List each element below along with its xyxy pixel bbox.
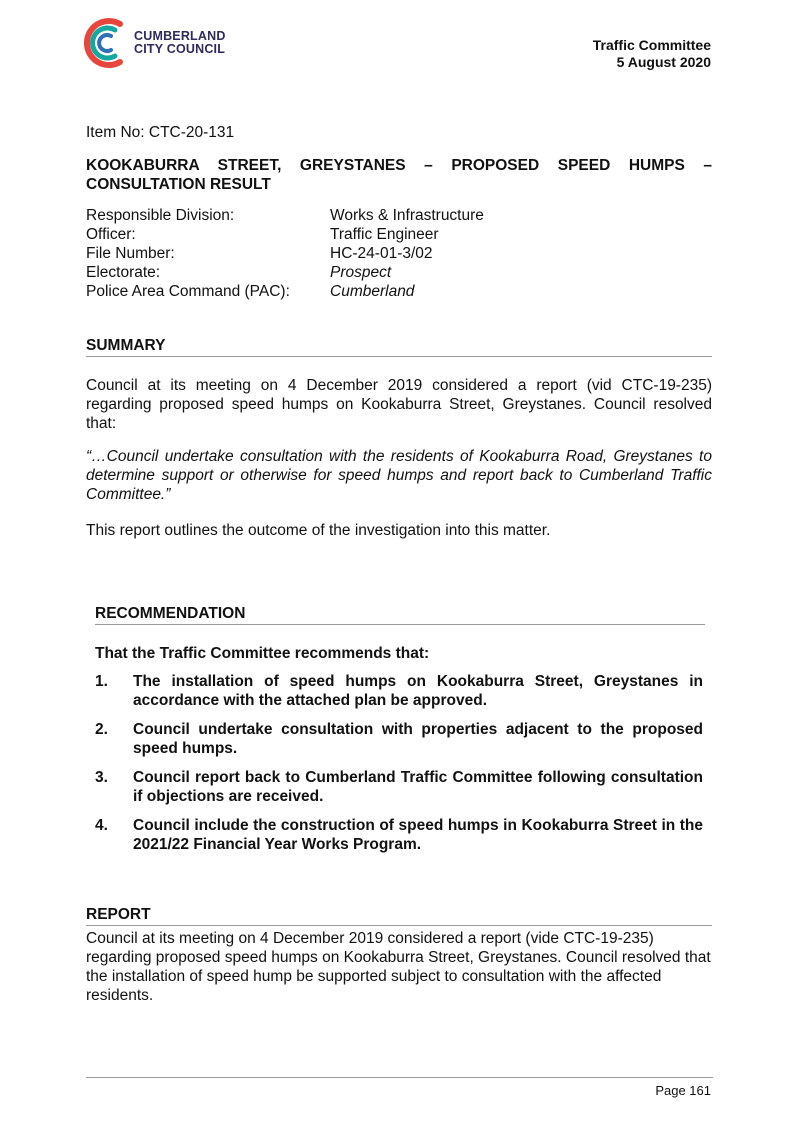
cumberland-logo (78, 14, 226, 72)
logo-text (134, 30, 226, 56)
meta-label: Officer: (86, 226, 136, 243)
cumberland-c-logo-icon (78, 14, 128, 72)
list-item-number: 4. (95, 817, 108, 834)
summary-outcome: This report outlines the outcome of the investigation into this matter. (86, 522, 551, 539)
meta-label: File Number: (86, 245, 175, 262)
meta-value: Cumberland (330, 283, 415, 300)
logo-line-1: CUMBERLAND (134, 29, 226, 43)
list-item-text: The installation of speed humps on Kookaburra Street, Greystanes in accordance with the attached plan be approved. (133, 673, 703, 709)
summary-quote: “…Council undertake consultation with the residents of Kookaburra Road, Greystanes to determine support or otherwise for speed humps and report back to Cumberland Traffic Committee.” (86, 448, 712, 503)
footer-divider (86, 1077, 713, 1078)
meta-label: Police Area Command (PAC): (86, 283, 290, 300)
meta-value: Prospect (330, 264, 392, 281)
list-item-number: 3. (95, 769, 108, 786)
list-item (95, 720, 703, 758)
logo-line-2: CITY COUNCIL (134, 42, 226, 56)
report-heading: REPORT (86, 906, 712, 926)
report-metadata (86, 206, 484, 301)
meta-value: HC-24-01-3/02 (330, 245, 433, 262)
list-item-text: Council report back to Cumberland Traffic Committee following consultation if objections are received. (133, 769, 703, 805)
item-number: Item No: CTC-20-131 (86, 124, 235, 141)
list-item (95, 672, 703, 710)
meeting-header (593, 37, 711, 71)
meta-value: Traffic Engineer (330, 226, 439, 243)
meta-row-division (86, 206, 484, 225)
meta-row-file-number (86, 244, 484, 263)
meta-row-officer (86, 225, 484, 244)
recommendation-intro: That the Traffic Committee recommends that: (95, 645, 430, 662)
meta-label: Responsible Division: (86, 207, 235, 224)
page-number: Page 161 (655, 1083, 711, 1098)
list-item-number: 2. (95, 721, 108, 738)
report-paragraph: Council at its meeting on 4 December 2019 considered a report (vide CTC-19-235) regarding proposed speed humps on Kookaburra Street, Greystanes. Council resolved that the installation of speed hump be supported subject to consultation with the affected residents. (86, 930, 711, 1004)
recommendation-list (95, 672, 703, 864)
recommendation-heading: RECOMMENDATION (95, 605, 705, 625)
meta-row-electorate (86, 263, 484, 282)
report-title: KOOKABURRA STREET, GREYSTANES – PROPOSED SPEED HUMPS – CONSULTATION RESULT (86, 157, 712, 193)
list-item-text: Council undertake consultation with properties adjacent to the proposed speed humps. (133, 721, 703, 757)
list-item (95, 816, 703, 854)
committee-name: Traffic Committee (592, 37, 711, 53)
list-item-text: Council include the construction of speed humps in Kookaburra Street in the 2021/22 Financial Year Works Program. (133, 817, 703, 853)
meta-value: Works & Infrastructure (330, 207, 484, 224)
summary-heading: SUMMARY (86, 337, 712, 357)
list-item (95, 768, 703, 806)
summary-paragraph: Council at its meeting on 4 December 2019 considered a report (vid CTC-19-235) regarding proposed speed humps on Kookaburra Street, Greystanes. Council resolved that: (86, 377, 712, 432)
list-item-number: 1. (95, 673, 108, 690)
meeting-date: 5 August 2020 (616, 54, 711, 70)
meta-row-pac (86, 282, 484, 301)
meta-label: Electorate: (86, 264, 161, 281)
